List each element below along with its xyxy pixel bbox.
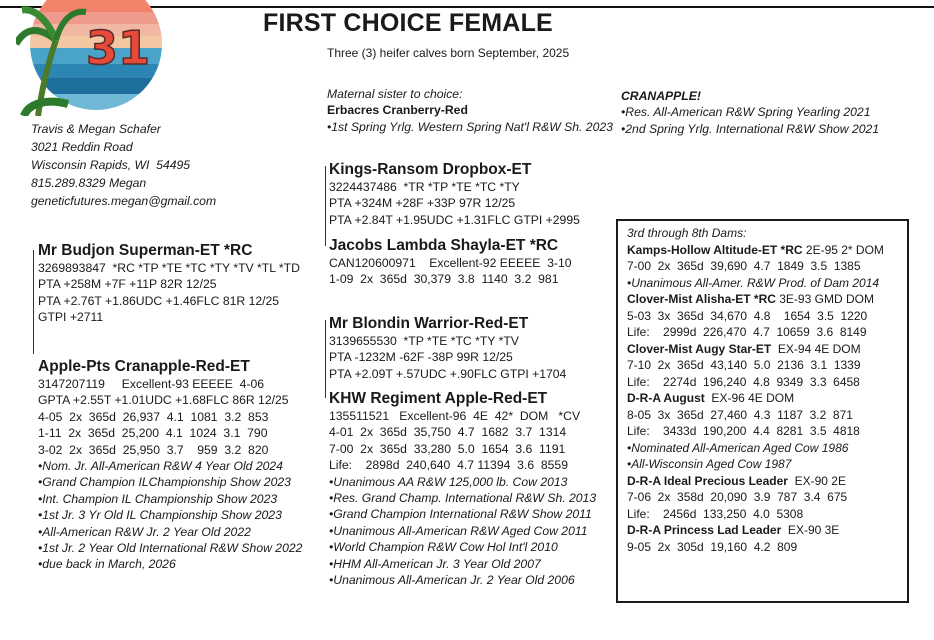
dam-honor: •Nom. Jr. All-American R&W 4 Year Old 2024 [38,459,283,474]
sire-line: PTA +258M +7F +11P 82R 12/25 [38,277,217,292]
contact-line: Travis & Megan Schafer [31,122,161,136]
dam-honor: •All-American R&W Jr. 2 Year Old 2022 [38,524,251,539]
dam-entry-note: •Nominated All-American Aged Cow 1986 [627,440,849,455]
sire-name: Mr Budjon Superman-ET *RC [38,242,253,259]
dam-entry-name: Clover-Mist Alisha-ET *RC [627,292,776,306]
mgs-line: 3224437486 *TR *TP *TE *TC *TY [329,180,520,194]
sire-line: PTA +2.76T +1.86UDC +1.46FLC 81R 12/25 [38,293,280,308]
dam-honor: •1st Jr. 2 Year Old International R&W Show 2022 [38,541,303,556]
mgs-line: PTA +324M +28F +33P 97R 12/25 [329,196,516,211]
mgs-block [329,160,580,228]
dam-line: 4-05 2x 365d 26,937 4.1 1081 3.2 853 [38,409,269,424]
dam-entry-name: D-R-A Ideal Precious Leader [627,473,788,488]
dam-entry-name: D-R-A Princess Lad Leader [627,523,782,537]
second-dam-block [329,236,572,288]
third-dam-honor: •Grand Champion International R&W Show 2011 [329,507,592,522]
dam-entry-line: 9-05 2x 305d 19,160 4.2 809 [627,539,798,554]
dam-entry-name: Clover-Mist Augy Star-ET [627,341,772,356]
mggs-line: PTA -1232M -62F -38P 99R 12/25 [329,350,513,365]
second-dam-line: 1-09 2x 365d 30,379 3.8 1140 3.2 981 [329,272,559,287]
third-dam-line: Life: 2898d 240,640 4.7 11394 3.6 8559 [329,458,568,473]
mggs-block [329,314,566,382]
sire-line: GTPI +2711 [38,310,104,325]
dams-box-heading: 3rd through 8th Dams: [627,226,747,240]
third-dam-honor: •Unanimous All-American Jr. 2 Year Old 2006 [329,573,575,588]
dam-entry [627,291,884,308]
sire-block [38,241,300,326]
dam-entry [627,473,884,490]
dam-entry [627,522,884,539]
dam-entry-note: •All-Wisconsin Aged Cow 1987 [627,457,792,471]
mggs-name: Mr Blondin Warrior-Red-ET [329,315,529,332]
pedigree-bracket [325,320,326,398]
dam-entry [627,390,884,407]
contact-email[interactable]: geneticfutures.megan@gmail.com [31,194,217,208]
cranapple-line: •Res. All-American R&W Spring Yearling 2021 [621,105,871,120]
third-dam-line: 135511521 Excellent-96 4E 42* DOM *CV [329,409,581,423]
third-dam-honor: •HHM All-American Jr. 3 Year Old 2007 [329,556,541,571]
dam-entry-class: EX-90 3E [781,523,840,537]
maternal-sister-block [327,86,613,135]
third-dam-honor: •Unanimous AA R&W 125,000 lb. Cow 2013 [329,474,568,489]
pedigree-bracket [33,250,34,354]
dam-entry-line: 8-05 3x 365d 27,460 4.3 1187 3.2 871 [627,407,853,422]
dam-name: Apple-Pts Cranapple-Red-ET [38,358,250,375]
cranapple-note [621,88,879,137]
third-dam-honor: •World Champion R&W Cow Hol Int'l 2010 [329,540,558,555]
maternal-sister-name: Erbacres Cranberry-Red [327,103,468,118]
contact-line: Wisconsin Rapids, WI 54495 [31,158,191,172]
dam-entry-class: 2E-95 2* DOM [802,242,884,257]
dam-entry-line: 7-06 2x 358d 20,090 3.9 787 3.4 675 [627,490,848,504]
dam-entry-class: EX-96 4E DOM [704,391,795,405]
cranapple-line: •2nd Spring Yrlg. International R&W Show 2021 [621,121,880,136]
dam-block [38,357,302,573]
sunset-palm-logo [16,0,168,116]
logo-number: 31 [86,21,151,75]
dam-honor: •due back in March, 2026 [38,557,176,572]
mggs-line: 3139655530 *TP *TE *TC *TY *TV [329,334,519,348]
dam-honor: •Grand Champion ILChampionship Show 2023 [38,475,291,490]
contact-info [31,120,216,210]
sire-line: 3269893847 *RC *TP *TE *TC *TY *TV *TL *TD [38,261,300,275]
dam-line: GPTA +2.55T +1.01UDC +1.68FLC 86R 12/25 [38,393,289,408]
mggs-line: PTA +2.09T +.57UDC +.90FLC GTPI +1704 [329,366,567,381]
contact-line: 815.289.8329 Megan [31,176,147,190]
dam-line: 3-02 2x 365d 25,950 3.7 959 3.2 820 [38,442,269,457]
contact-line: 3021 Reddin Road [31,140,133,154]
dam-entry-note: •Unanimous All-Amer. R&W Prod. of Dam 2014 [627,275,880,290]
cranapple-heading: CRANAPPLE! [621,89,701,103]
dam-entry [627,341,884,358]
dam-entry-name: Kamps-Hollow Altitude-ET *RC [627,242,803,257]
dam-entry-class: EX-94 4E DOM [771,341,861,356]
dam-entry-class: 3E-93 GMD DOM [775,292,874,306]
dam-entry-line: 5-03 3x 365d 34,670 4.8 1654 3.5 1220 [627,308,868,323]
dams-box-content [627,225,884,555]
dam-entry-line: Life: 2274d 196,240 4.8 9349 3.3 6458 [627,374,860,389]
dam-entry-line: 7-00 2x 365d 39,690 4.7 1849 3.5 1385 [627,259,861,273]
pedigree-bracket [325,166,326,246]
dam-line: 3147207119 Excellent-93 EEEEE 4-06 [38,377,265,391]
dam-entry [627,242,884,259]
maternal-sister-intro: Maternal sister to choice: [327,87,463,101]
page-subtitle: Three (3) heifer calves born September, 2025 [327,46,570,60]
dam-entry-class: EX-90 2E [787,473,846,488]
third-dam-block [329,389,596,588]
third-dam-name: KHW Regiment Apple-Red-ET [329,390,548,407]
dam-entry-line: Life: 3433d 190,200 4.4 8281 3.5 4818 [627,424,860,438]
mgs-line: PTA +2.84T +1.95UDC +1.31FLC GTPI +2995 [329,212,580,227]
dam-honor: •1st Jr. 3 Yr Old IL Championship Show 2023 [38,508,282,523]
dam-entry-line: Life: 2456d 133,250 4.0 5308 [627,506,804,521]
dam-entry-line: 7-10 2x 365d 43,140 5.0 2136 3.1 1339 [627,358,861,372]
third-dam-line: 7-00 2x 365d 33,280 5.0 1654 3.6 1191 [329,441,566,456]
third-dam-line: 4-01 2x 365d 35,750 4.7 1682 3.7 1314 [329,425,567,440]
dam-honor: •Int. Champion IL Championship Show 2023 [38,491,278,506]
third-dam-honor: •Unanimous All-American R&W Aged Cow 2011 [329,523,588,538]
third-dam-honor: •Res. Grand Champ. International R&W Sh. 2013 [329,491,597,506]
dam-line: 1-11 2x 365d 25,200 4.1 1024 3.1 790 [38,426,268,441]
dam-entry-line: Life: 2999d 226,470 4.7 10659 3.6 8149 [627,325,867,339]
dam-entry-name: D-R-A August [627,391,705,405]
mgs-name: Kings-Ransom Dropbox-ET [329,161,532,178]
maternal-sister-note: •1st Spring Yrlg. Western Spring Nat'l R&W Sh. 2023 [327,119,613,134]
page-title: FIRST CHOICE FEMALE [263,9,553,37]
second-dam-name: Jacobs Lambda Shayla-ET *RC [329,237,559,254]
second-dam-line: CAN120600971 Excellent-92 EEEEE 3-10 [329,256,572,270]
